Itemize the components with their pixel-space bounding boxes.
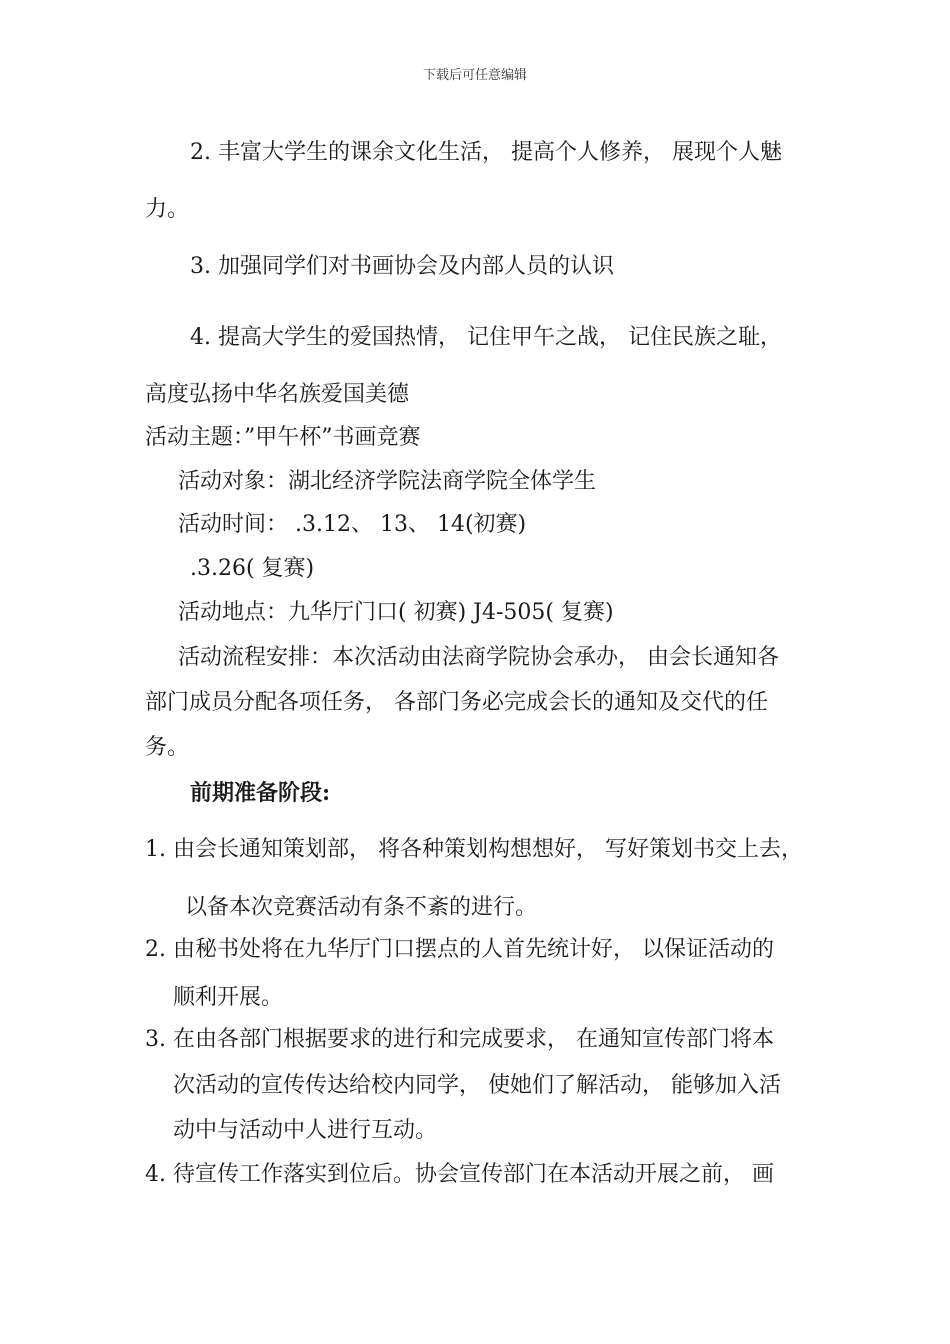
list-item-continuation: 次活动的宣传传达给校内同学， 使她们了解活动， 能够加入活 — [173, 1073, 781, 1098]
paragraph-line: 部门成员分配各项任务， 各部门务必完成会长的通知及交代的任 — [145, 690, 768, 715]
page-header: 下载后可任意编辑 — [422, 68, 527, 83]
section-heading: 前期准备阶段: — [190, 780, 331, 806]
activity-target: 活动对象：湖北经济学院法商学院全体学生 — [178, 469, 597, 494]
list-item: 2. 由秘书处将在九华厅门口摆点的人首先统计好， 以保证活动的 — [145, 937, 774, 962]
paragraph-line: 高度弘扬中华名族爱国美德 — [145, 382, 410, 407]
list-item: 3. 在由各部门根据要求的进行和完成要求， 在通知宣传部门将本 — [145, 1027, 774, 1052]
list-item-continuation: 以备本次竞赛活动有条不紊的进行。 — [185, 895, 538, 920]
activity-time: 活动时间： .3.12、 13、 14(初赛) — [178, 512, 527, 537]
list-item-continuation: 动中与活动中人进行互动。 — [173, 1118, 438, 1143]
list-item: 1. 由会长通知策划部， 将各种策划构想想好， 写好策划书交上去， — [145, 837, 803, 862]
list-item-continuation: 顺利开展。 — [173, 985, 284, 1010]
activity-theme: 活动主题：”甲午杯”书画竞赛 — [145, 425, 421, 450]
activity-time-final: .3.26( 复赛) — [190, 556, 315, 581]
paragraph-line: 活动流程安排：本次活动由法商学院协会承办， 由会长通知各 — [178, 645, 779, 670]
paragraph-line: 4. 提高大学生的爱国热情， 记住甲午之战， 记住民族之耻， — [190, 325, 782, 350]
paragraph-line: 3. 加强同学们对书画协会及内部人员的认识 — [190, 254, 614, 279]
paragraph-line: 务。 — [145, 735, 190, 760]
paragraph-line: 2. 丰富大学生的课余文化生活， 提高个人修养， 展现个人魅 — [190, 140, 782, 165]
list-item: 4. 待宣传工作落实到位后。协会宣传部门在本活动开展之前， 画 — [145, 1162, 774, 1187]
activity-location: 活动地点：九华厅门口( 初赛) J4-505( 复赛) — [178, 600, 614, 625]
paragraph-line: 力。 — [145, 197, 190, 222]
